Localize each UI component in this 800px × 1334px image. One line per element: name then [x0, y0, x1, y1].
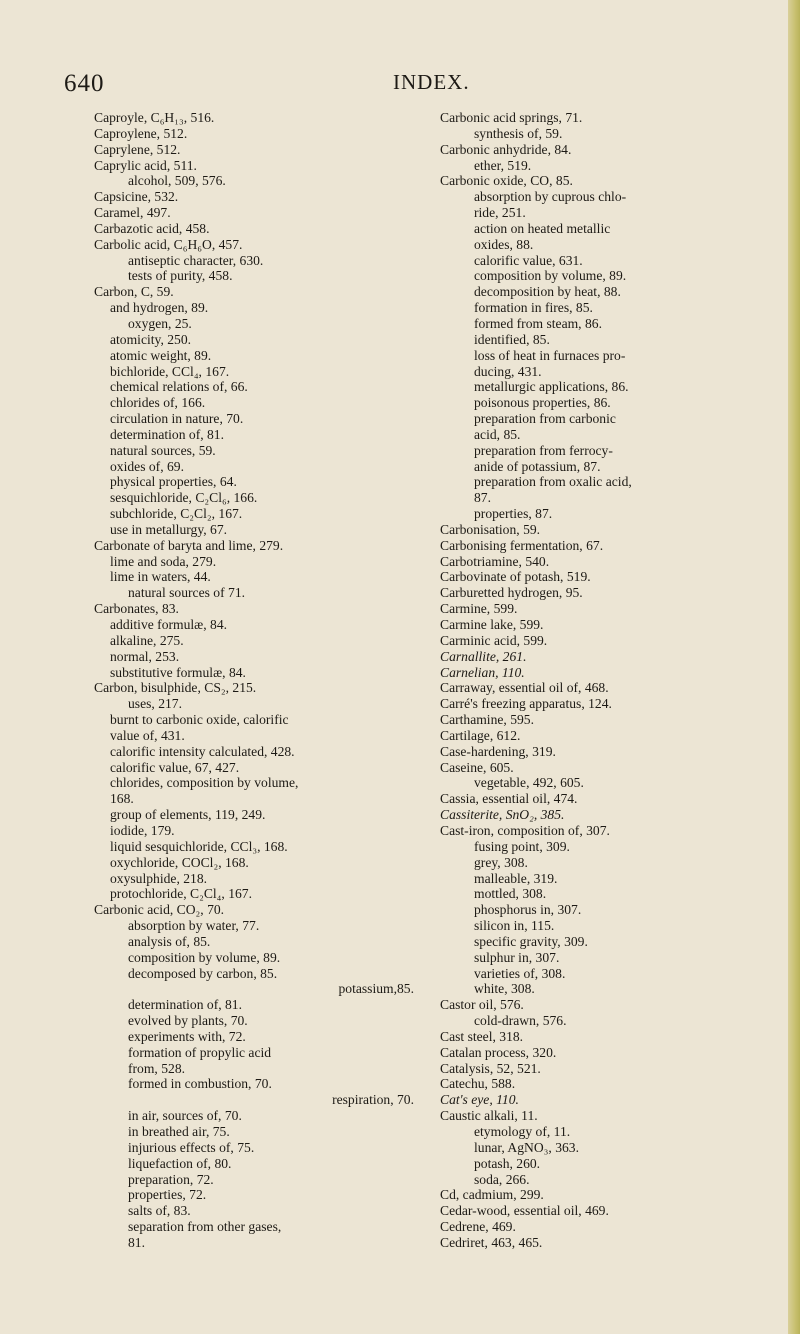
index-entry: cold-drawn, 576. — [474, 1013, 567, 1029]
index-entry: soda, 266. — [474, 1171, 530, 1187]
index-entry: physical properties, 64. — [110, 474, 237, 490]
index-entry: 87. — [474, 490, 491, 506]
index-entry: loss of heat in furnaces pro- — [474, 347, 626, 363]
index-entry: calorific value, 67, 427. — [110, 759, 240, 775]
index-entry: determination of, 81. — [128, 997, 243, 1013]
index-entry: oxides of, 69. — [110, 458, 185, 474]
index-entry: sulphur in, 307. — [474, 949, 560, 965]
index-entry: Caproyle, C₆H₁₃, 516. — [94, 110, 215, 125]
index-entry: 168. — [110, 791, 134, 807]
index-entry: Carbonic acid springs, 71. — [440, 110, 583, 125]
index-entry: Carmine lake, 599. — [440, 617, 544, 632]
index-entry: Catechu, 588. — [440, 1076, 516, 1092]
index-entry: Carré's freezing apparatus, 124. — [440, 696, 612, 712]
index-entry: natural sources of 71. — [128, 585, 246, 601]
index-entry: formed from steam, 86. — [474, 315, 602, 331]
index-entry: protochloride, C₂Cl₄, 167. — [110, 886, 253, 902]
index-entry: substitutive formulæ, 84. — [110, 664, 246, 680]
index-entry: antiseptic character, 630. — [128, 252, 264, 268]
index-entry: Cat's eye, 110. — [440, 1092, 519, 1108]
index-entry: Cedrene, 469. — [440, 1219, 516, 1235]
index-entry: analysis of, 85. — [128, 933, 211, 949]
index-entry: Cedar-wood, essential oil, 469. — [440, 1203, 609, 1219]
page-title: INDEX. — [393, 70, 470, 94]
index-entry: Caseine, 605. — [440, 759, 514, 775]
index-entry: decomposition by heat, 88. — [474, 284, 621, 300]
index-entry: formation of propylic acid — [128, 1044, 272, 1060]
index-entry: lunar, AgNO₃, 363. — [474, 1139, 580, 1155]
index-entry: Case-hardening, 319. — [440, 743, 556, 759]
index-entry: uses, 217. — [128, 696, 182, 712]
index-entry: properties, 72. — [128, 1187, 207, 1203]
index-entry: atomicity, 250. — [110, 331, 192, 347]
index-entry: Carbonates, 83. — [94, 601, 179, 617]
index-entry: decomposed by carbon, 85. — [128, 965, 278, 981]
index-entry: ether, 519. — [474, 157, 532, 173]
index-entry: normal, 253. — [110, 648, 180, 664]
index-entry: Carbonising fermentation, 67. — [440, 537, 604, 553]
index-entry: liquefaction of, 80. — [128, 1155, 232, 1171]
index-entry: circulation in nature, 70. — [110, 411, 244, 427]
index-column-right — [440, 110, 770, 1251]
index-entry: evolved by plants, 70. — [128, 1013, 248, 1029]
index-entry: preparation from ferrocy- — [474, 442, 613, 458]
index-entry: fusing point, 309. — [474, 838, 570, 854]
index-entry: Cd, cadmium, 299. — [440, 1187, 544, 1203]
index-entry: varieties of, 308. — [474, 965, 566, 981]
index-entry: Carminic acid, 599. — [440, 632, 548, 648]
index-entry: white, 308. — [474, 981, 535, 997]
index-entry: ride, 251. — [474, 205, 526, 221]
index-entry: Carbonic oxide, CO, 85. — [440, 173, 573, 189]
index-entry: Caprylic acid, 511. — [94, 157, 197, 173]
index-entry: Carthamine, 595. — [440, 712, 535, 728]
index-entry: Carbonic acid, CO₂, 70. — [94, 902, 225, 918]
index-entry: additive formulæ, 84. — [110, 617, 228, 632]
index-entry: Cedriret, 463, 465. — [440, 1234, 543, 1250]
index-entry: iodide, 179. — [110, 822, 175, 838]
index-entry: 81. — [128, 1234, 145, 1250]
index-entry: Castor oil, 576. — [440, 997, 524, 1013]
index-entry: Carmine, 599. — [440, 601, 518, 617]
index-entry: Caprylene, 512. — [94, 141, 181, 157]
index-entry: chemical relations of, 66. — [110, 379, 248, 395]
index-entry: composition by volume, 89. — [128, 949, 281, 965]
index-entry: Carbolic acid, C₆H₆O, 457. — [94, 236, 243, 252]
index-entry: Cartilage, 612. — [440, 727, 521, 743]
index-entry: absorption by cuprous chlo- — [474, 189, 627, 205]
index-entry: action on heated metallic — [474, 220, 611, 236]
index-entry: Capsicine, 532. — [94, 189, 179, 205]
index-entry: formed in combustion, 70. — [128, 1076, 272, 1092]
index-entry: anide of potassium, 87. — [474, 458, 601, 474]
index-entry: subchloride, C₂Cl₂, 167. — [110, 506, 243, 522]
index-entry: Carbon, bisulphide, CS₂, 215. — [94, 680, 257, 696]
index-entry: alcohol, 509, 576. — [128, 173, 226, 189]
index-entry: Carbon, C, 59. — [94, 284, 174, 300]
index-entry: preparation from oxalic acid, — [474, 474, 632, 490]
index-entry: oxychloride, COCl₂, 168. — [110, 854, 249, 870]
index-entry: liquid sesquichloride, CCl₃, 168. — [110, 838, 288, 854]
index-entry: formation in fires, 85. — [474, 300, 593, 316]
page-number: 640 — [64, 70, 105, 97]
index-entry: and hydrogen, 89. — [110, 300, 209, 316]
index-entry: Carbonisation, 59. — [440, 521, 541, 537]
index-entry: potassium,85. — [338, 981, 414, 997]
index-entry: respiration, 70. — [332, 1092, 414, 1108]
index-entry: sesquichloride, C₂Cl₆, 166. — [110, 490, 258, 506]
index-entry: Carbotriamine, 540. — [440, 553, 550, 569]
index-entry: potash, 260. — [474, 1155, 541, 1171]
index-entry: use in metallurgy, 67. — [110, 521, 228, 537]
index-entry: separation from other gases, — [128, 1219, 282, 1235]
index-entry: vegetable, 492, 605. — [474, 775, 584, 791]
index-entry: phosphorus in, 307. — [474, 902, 582, 918]
index-entry: poisonous properties, 86. — [474, 395, 611, 411]
index-entry: preparation, 72. — [128, 1171, 214, 1187]
index-entry: in air, sources of, 70. — [128, 1108, 242, 1124]
index-entry: etymology of, 11. — [474, 1124, 571, 1139]
index-entry: from, 528. — [128, 1060, 186, 1076]
page-header — [0, 70, 790, 100]
index-entry: burnt to carbonic oxide, calorific — [110, 712, 289, 728]
index-entry: Caramel, 497. — [94, 205, 171, 221]
index-entry: acid, 85. — [474, 426, 521, 442]
index-entry: Catalan process, 320. — [440, 1044, 557, 1060]
index-entry: preparation from carbonic — [474, 411, 616, 427]
index-entry: determination of, 81. — [110, 426, 225, 442]
index-entry: synthesis of, 59. — [474, 125, 563, 141]
index-entry: Catalysis, 52, 521. — [440, 1060, 541, 1076]
index-entry: chlorides of, 166. — [110, 395, 206, 411]
index-entry: Caproylene, 512. — [94, 125, 188, 141]
index-entry: Cast-iron, composition of, 307. — [440, 822, 610, 838]
index-entry: lime and soda, 279. — [110, 553, 217, 569]
index-entry: in breathed air, 75. — [128, 1124, 230, 1139]
index-entry: malleable, 319. — [474, 870, 558, 886]
index-entry: Carnallite, 261. — [440, 648, 527, 664]
index-entry: natural sources, 59. — [110, 442, 216, 458]
index-entry: absorption by water, 77. — [128, 918, 260, 934]
index-entry: calorific intensity calculated, 428. — [110, 743, 295, 759]
index-entry: oxysulphide, 218. — [110, 870, 208, 886]
index-column-left — [94, 110, 424, 1251]
index-entry: Cassia, essential oil, 474. — [440, 791, 578, 807]
index-entry: composition by volume, 89. — [474, 268, 627, 284]
index-entry: Carbazotic acid, 458. — [94, 220, 210, 236]
index-entry: alkaline, 275. — [110, 632, 184, 648]
index-entry: Carbovinate of potash, 519. — [440, 569, 591, 585]
index-entry: value of, 431. — [110, 727, 185, 743]
index-entry: mottled, 308. — [474, 886, 547, 902]
index-entry: identified, 85. — [474, 331, 550, 347]
index-entry: oxygen, 25. — [128, 315, 192, 331]
index-entry: Cassiterite, SnO₂, 385. — [440, 807, 565, 823]
index-entry: calorific value, 631. — [474, 252, 583, 268]
index-entry: Carburetted hydrogen, 95. — [440, 585, 583, 601]
index-entry: specific gravity, 309. — [474, 933, 588, 949]
index-entry: Carraway, essential oil of, 468. — [440, 680, 609, 696]
index-entry: Carbonic anhydride, 84. — [440, 141, 572, 157]
index-entry: experiments with, 72. — [128, 1028, 246, 1044]
index-entry: chlorides, composition by volume, — [110, 775, 299, 791]
index-entry: tests of purity, 458. — [128, 268, 233, 284]
index-entry: grey, 308. — [474, 854, 528, 870]
index-entry: properties, 87. — [474, 506, 553, 522]
index-entry: salts of, 83. — [128, 1203, 191, 1219]
index-entry: Caustic alkali, 11. — [440, 1108, 538, 1124]
page-edge — [788, 0, 800, 1334]
index-entry: bichloride, CCl₄, 167. — [110, 363, 230, 379]
index-entry: silicon in, 115. — [474, 918, 555, 934]
index-entry: oxides, 88. — [474, 236, 534, 252]
index-entry: group of elements, 119, 249. — [110, 807, 266, 823]
index-entry: injurious effects of, 75. — [128, 1139, 255, 1155]
index-entry: atomic weight, 89. — [110, 347, 212, 363]
index-entry: Cast steel, 318. — [440, 1028, 524, 1044]
index-entry: lime in waters, 44. — [110, 569, 211, 585]
index-entry: Carnelian, 110. — [440, 664, 525, 680]
index-entry: ducing, 431. — [474, 363, 542, 379]
index-entry: Carbonate of baryta and lime, 279. — [94, 537, 284, 553]
index-entry: metallurgic applications, 86. — [474, 379, 629, 395]
